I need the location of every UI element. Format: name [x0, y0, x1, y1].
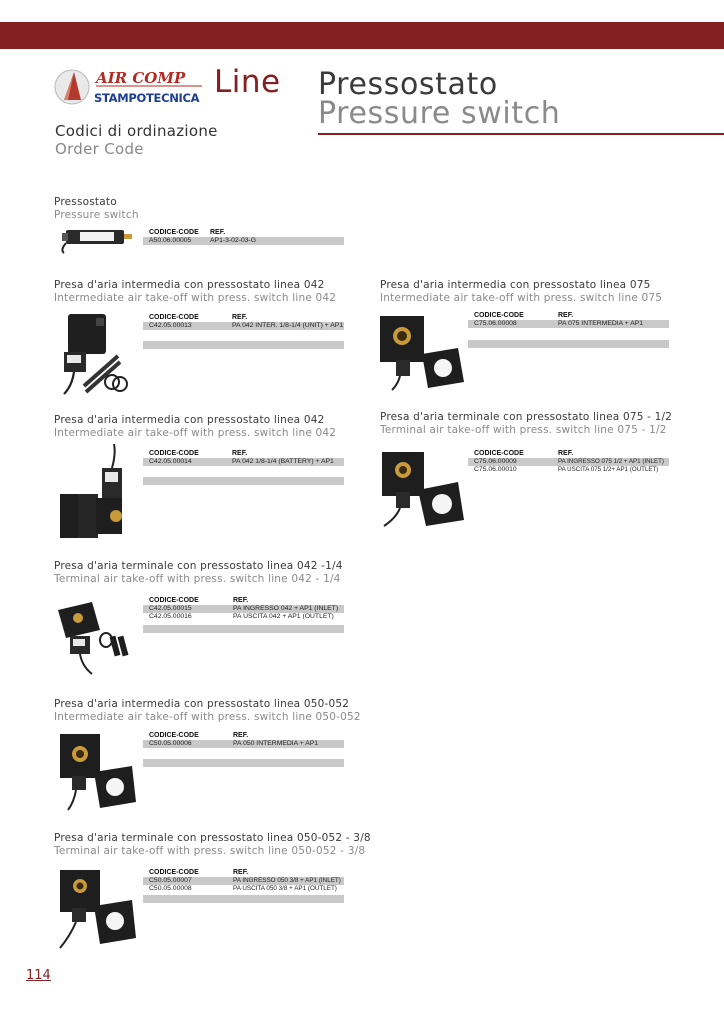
order-table — [143, 731, 344, 748]
section-title-italian: Presa d'aria terminale con pressostato linea 050-052 - 3/8 — [54, 832, 371, 844]
product-ref: PA USCITA 042 + AP1 (OUTLET) — [233, 613, 334, 620]
table-row — [143, 877, 344, 885]
table-row — [468, 466, 669, 474]
section-title-english: Intermediate air take-off with press. switch line 042 — [54, 292, 337, 304]
code-header: CODICE-CODE — [149, 597, 199, 604]
order-table — [143, 449, 344, 466]
table-row — [143, 605, 344, 613]
product-ref: PA INGRESSO 075 1/2 + AP1 (INLET) — [558, 458, 664, 465]
product-code: C42.05.00016 — [149, 613, 192, 620]
air-takeoff-075-terminal-photo — [378, 448, 468, 530]
section-title-english: Terminal air take-off with press. switch line 050-052 - 3/8 — [54, 845, 366, 857]
product-ref: PA 042 1/8-1/4 (BATTERY) + AP1 — [232, 458, 334, 465]
air-takeoff-042-battery-photo — [56, 444, 134, 542]
product-ref: PA USCITA 050 3/8 + AP1 (OUTLET) — [233, 885, 337, 892]
section-042-intermediate-unit — [54, 279, 336, 304]
product-code: C75.06.00010 — [474, 466, 517, 473]
air-takeoff-042-unit-photo — [54, 308, 134, 398]
page-title-italian: Pressostato — [318, 67, 498, 102]
subtitle-italian: Codici di ordinazione — [55, 122, 218, 140]
ref-header: REF. — [210, 229, 226, 236]
product-code: C42.05.00013 — [149, 322, 192, 329]
page-title-english: Pressure switch — [318, 96, 561, 131]
order-table — [143, 228, 344, 245]
product-code: C42.05.00015 — [149, 605, 192, 612]
section-title-italian: Presa d'aria intermedia con pressostato linea 042 — [54, 414, 325, 426]
table-row — [143, 322, 344, 330]
section-title-italian: Presa d'aria intermedia con pressostato linea 050-052 — [54, 698, 350, 710]
product-ref: AP1-3-02-03-G — [210, 237, 257, 244]
product-ref: PA 050 INTERMEDIA + AP1 — [233, 740, 319, 747]
ref-header: REF. — [233, 732, 249, 739]
order-table — [143, 596, 344, 621]
order-table — [468, 449, 669, 474]
logo-stampotecnica-text: STAMPOTECNICA — [94, 91, 200, 105]
section-pressure-switch — [54, 196, 139, 221]
product-code: C75.06.00009 — [474, 458, 517, 465]
subtitle-english: Order Code — [55, 140, 144, 158]
section-title-italian: Presa d'aria intermedia con pressostato linea 075 — [380, 279, 651, 291]
order-table — [143, 313, 344, 330]
table-spacer-row — [143, 895, 344, 903]
table-row — [143, 740, 344, 748]
ref-header: REF. — [232, 450, 248, 457]
top-banner — [0, 22, 724, 49]
product-code: C75.06.00008 — [474, 320, 517, 327]
section-title-english: Terminal air take-off with press. switch line 042 - 1/4 — [54, 573, 341, 585]
order-table — [468, 311, 669, 328]
product-ref: PA INGRESSO 042 + AP1 (INLET) — [233, 605, 339, 612]
section-title-english: Intermediate air take-off with press. switch line 042 — [54, 427, 337, 439]
logo-air-text: AIR COMP — [96, 69, 186, 87]
product-ref: PA 042 INTER. 1/8-1/4 (UNIT) + AP1 — [232, 322, 344, 329]
table-row — [143, 613, 344, 621]
code-header: CODICE-CODE — [149, 450, 199, 457]
air-takeoff-075-intermediate-photo — [378, 312, 468, 392]
table-row — [468, 458, 669, 466]
line-word: Line — [214, 64, 281, 100]
table-row — [143, 885, 344, 893]
section-042-terminal — [54, 560, 343, 585]
ref-header: REF. — [233, 869, 249, 876]
section-title-english: Terminal air take-off with press. switch line 075 - 1/2 — [380, 424, 667, 436]
table-row — [143, 458, 344, 466]
air-takeoff-050-intermediate-photo — [54, 732, 138, 812]
section-050-052-terminal — [54, 832, 371, 857]
ref-header: REF. — [233, 597, 249, 604]
section-title-italian: Presa d'aria intermedia con pressostato linea 042 — [54, 279, 325, 291]
pressure-switch-photo — [60, 224, 138, 254]
product-ref: PA INGRESSO 050 3/8 + AP1 (INLET) — [233, 877, 341, 884]
table-spacer-row — [143, 341, 344, 349]
code-header: CODICE-CODE — [149, 869, 199, 876]
product-code: A50.06.00005 — [149, 237, 192, 244]
product-ref: PA USCITA 075 1/2+ AP1 (OUTLET) — [558, 466, 659, 473]
product-code: C50.05.00006 — [149, 740, 192, 747]
air-takeoff-042-terminal-photo — [52, 596, 134, 678]
table-row — [143, 237, 344, 245]
ref-header: REF. — [558, 450, 574, 457]
table-row — [468, 320, 669, 328]
table-spacer-row — [143, 759, 344, 767]
section-075-intermediate — [380, 279, 662, 304]
section-title-italian: Presa d'aria terminale con pressostato linea 075 - 1/2 — [380, 411, 673, 423]
section-075-terminal — [380, 411, 672, 436]
table-spacer-row — [143, 625, 344, 633]
product-ref: PA 075 INTERMEDIA + AP1 — [558, 320, 644, 327]
aircomp-logo — [54, 66, 204, 108]
product-code: C50.05.00007 — [149, 877, 192, 884]
section-title-english: Intermediate air take-off with press. switch line 075 — [380, 292, 663, 304]
code-header: CODICE-CODE — [474, 312, 524, 319]
order-table — [143, 868, 344, 893]
table-spacer-row — [468, 340, 669, 348]
section-title-english: Intermediate air take-off with press. switch line 050-052 — [54, 711, 361, 723]
ref-header: REF. — [232, 314, 248, 321]
code-header: CODICE-CODE — [149, 314, 199, 321]
page-number: 114 — [26, 968, 51, 983]
table-spacer-row — [143, 477, 344, 485]
section-title-english: Pressure switch — [54, 209, 139, 221]
code-header: CODICE-CODE — [149, 229, 199, 236]
section-title-italian: Presa d'aria terminale con pressostato linea 042 -1/4 — [54, 560, 343, 572]
product-code: C42.05.00014 — [149, 458, 192, 465]
section-042-intermediate-battery — [54, 414, 336, 439]
section-050-052-intermediate — [54, 698, 361, 723]
ref-header: REF. — [558, 312, 574, 319]
code-header: CODICE-CODE — [474, 450, 524, 457]
code-header: CODICE-CODE — [149, 732, 199, 739]
section-title-italian: Pressostato — [54, 196, 117, 208]
air-takeoff-050-terminal-photo — [54, 868, 138, 950]
product-code: C50.05.00008 — [149, 885, 192, 892]
title-underline — [318, 133, 724, 135]
